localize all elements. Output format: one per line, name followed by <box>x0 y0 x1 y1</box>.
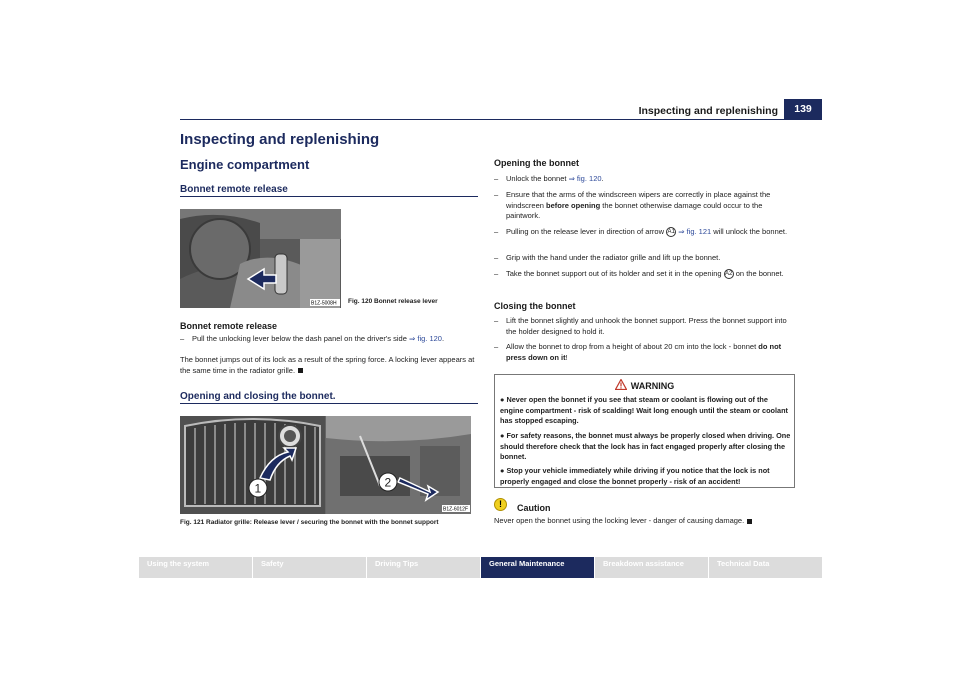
fig-120-link[interactable]: ⇒ fig. 120 <box>568 174 602 183</box>
caution-icon: ! <box>494 498 507 511</box>
warning-box <box>494 374 795 488</box>
running-header: Inspecting and replenishing <box>638 105 778 117</box>
warning-heading: WARNING <box>495 379 794 391</box>
step-pull-release-lever: – Pulling on the release lever in direction of arrow A1 ⇒ fig. 121 will unlock the bonnet. <box>494 227 788 236</box>
heading-bonnet-remote-release: Bonnet remote release <box>180 184 288 195</box>
bullet-icon: ● <box>500 466 507 475</box>
figure-caption-120: Fig. 120 Bonnet release lever <box>348 298 438 305</box>
section-title: Engine compartment <box>180 157 310 172</box>
warning-item-steam: ● Never open the bonnet if you see that steam or coolant is flowing out of the engine compartment - risk of scalding! Wait long enough until the steam or coolant has stopped escaping. <box>500 395 788 425</box>
footer-tab-driving-tips[interactable]: Driving Tips <box>367 557 480 578</box>
bullet-icon: ● <box>500 395 507 404</box>
figure-code-120: B1Z-5008H <box>311 300 337 307</box>
figure-121-radiator-grille <box>180 416 471 514</box>
warning-item-stop: ● Stop your vehicle immediately while driving if you notice that the lock is not properly engaged and close the bonnet properly - risk of an accident! <box>500 466 770 486</box>
step-drop-bonnet: – Allow the bonnet to drop from a height of about 20 cm into the lock - bonnet do not press down on it! <box>494 342 782 362</box>
heading-rule <box>180 196 478 197</box>
bullet-icon: ● <box>500 431 507 440</box>
callout-a1: A1 <box>667 229 675 236</box>
footer-tab-using-the-system[interactable]: Using the system <box>139 557 252 578</box>
caution-text: Never open the bonnet using the locking lever - danger of causing damage. <box>494 516 796 527</box>
callout-a2: A2 <box>725 271 733 278</box>
bonnet-release-lever-illustration <box>180 209 341 308</box>
heading-opening-bonnet: Opening the bonnet <box>494 158 579 168</box>
paragraph-bonnet-jumps: The bonnet jumps out of its lock as a result of the spring force. A locking lever appears at the same time in the radiator grille. <box>180 355 475 375</box>
step-unlock-bonnet: – Unlock the bonnet ⇒ fig. 120. <box>494 174 604 183</box>
step-pull-lever: – Pull the unlocking lever below the dash panel on the driver's side ⇒ fig. 120. <box>180 334 445 343</box>
warning-triangle-icon <box>615 379 627 390</box>
step-set-support: – Take the bonnet support out of its holder and set it in the opening A2 on the bonnet. <box>494 269 784 278</box>
step-unhook-support: – Lift the bonnet slightly and unhook the bonnet support. Press the bonnet support into the holder designed to hold it. <box>494 316 787 336</box>
heading-closing-bonnet: Closing the bonnet <box>494 301 576 311</box>
footer-tab-technical-data[interactable]: Technical Data <box>709 557 822 578</box>
fig-120-link[interactable]: ⇒ fig. 120 <box>409 334 442 343</box>
end-of-section-mark <box>298 368 303 373</box>
page-number: 139 <box>784 99 822 120</box>
footer-tab-safety[interactable]: Safety <box>253 557 366 578</box>
heading-opening-closing: Opening and closing the bonnet. <box>180 391 336 402</box>
subheading-bonnet-remote-release: Bonnet remote release <box>180 321 278 331</box>
header-rule <box>180 119 822 120</box>
radiator-grille-illustration <box>180 416 471 514</box>
fig-121-link[interactable]: ⇒ fig. 121 <box>678 227 712 236</box>
footer-tab-general-maintenance[interactable]: General Maintenance <box>481 557 594 578</box>
figure-caption-121: Fig. 121 Radiator grille: Release lever / securing the bonnet with the bonnet support <box>180 519 439 526</box>
end-of-section-mark <box>747 519 752 524</box>
heading-caution: Caution <box>517 503 551 513</box>
figure-code-121: B1Z-6012F <box>443 506 469 513</box>
marker-2: 2 <box>384 475 392 490</box>
warning-item-closed: ● For safety reasons, the bonnet must always be properly closed when driving. One should therefore check that the lock has in fact engaged properly after closing the bonnet. <box>500 431 791 461</box>
step-lift-bonnet: – Grip with the hand under the radiator grille and lift up the bonnet. <box>494 253 721 262</box>
figure-120-bonnet-release-lever <box>180 209 341 308</box>
step-check-wipers: – Ensure that the arms of the windscreen wipers are correctly in place against the windscreen before opening the bonnet otherwise damage could occur to the paintwork. <box>494 190 771 220</box>
footer-tab-breakdown-assistance[interactable]: Breakdown assistance <box>595 557 708 578</box>
marker-1: 1 <box>254 481 262 496</box>
page-title: Inspecting and replenishing <box>180 131 380 148</box>
heading-rule <box>180 403 478 404</box>
